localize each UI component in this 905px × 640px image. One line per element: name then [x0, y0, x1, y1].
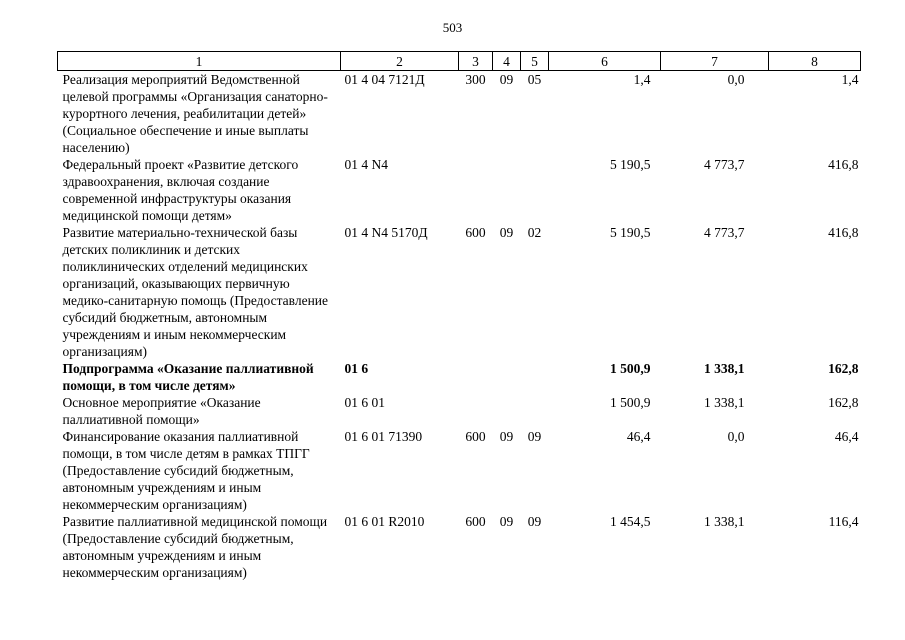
- cell-col3: 300: [465, 72, 486, 87]
- cell-col4: 09: [499, 72, 514, 87]
- table-row: [58, 71, 861, 157]
- cell-col7: 4 773,7: [704, 225, 745, 240]
- cell-col6: 5 190,5: [610, 157, 651, 172]
- cell-col8: 162,8: [828, 361, 859, 376]
- page-number: 503: [442, 20, 463, 35]
- cell-col4: [493, 360, 521, 394]
- header-cell-4: 4: [493, 52, 521, 71]
- cell-col5: [521, 360, 549, 394]
- cell-code: 01 6 01: [344, 395, 385, 410]
- cell-col3: [459, 360, 493, 394]
- header-cell-6: 6: [549, 52, 661, 71]
- cell-col4: [493, 156, 521, 224]
- cell-col5: [521, 156, 549, 224]
- cell-col8: 162,8: [828, 395, 859, 410]
- header-cell-2: 2: [341, 52, 459, 71]
- cell-col7: 1 338,1: [704, 361, 745, 376]
- header-cell-3: 3: [459, 52, 493, 71]
- cell-col4: 09: [499, 225, 514, 240]
- cell-col3: 600: [465, 514, 486, 529]
- cell-code: 01 6 01 71390: [344, 429, 423, 444]
- cell-col6: 1 500,9: [610, 361, 651, 376]
- cell-col5: [521, 394, 549, 428]
- cell-col7: 1 338,1: [704, 395, 745, 410]
- header-cell-5: 5: [521, 52, 549, 71]
- table-header-row: [58, 52, 861, 71]
- budget-table: [57, 51, 861, 581]
- cell-code: 01 4 N4 5170Д: [344, 225, 428, 240]
- cell-col6: 1 500,9: [610, 395, 651, 410]
- cell-col8: 1,4: [841, 72, 859, 87]
- cell-col5: 09: [527, 514, 542, 529]
- cell-col5: 09: [527, 429, 542, 444]
- cell-title: Подпрограмма «Оказание паллиативной помощи, в том числе детям»: [62, 361, 314, 393]
- cell-col6: 1 454,5: [610, 514, 651, 529]
- table-row-subprogram: [58, 360, 861, 394]
- cell-col8: 416,8: [828, 157, 859, 172]
- cell-col7: 1 338,1: [704, 514, 745, 529]
- cell-col7: 0,0: [727, 429, 745, 444]
- cell-col3: [459, 156, 493, 224]
- cell-title: Реализация мероприятий Ведомственной целевой программы «Организация санаторно-курортного лечения, реабилитации детей» (Социальное обеспечение и иные выплаты населению): [62, 72, 328, 155]
- cell-title: Финансирование оказания паллиативной помощи, в том числе детям в рамках ТПГГ (Предоставление субсидий бюджетным, автономным учреждениям и иным некоммерческим организациям): [62, 429, 310, 512]
- table-row: [58, 224, 861, 360]
- cell-code: 01 4 N4: [344, 157, 388, 172]
- cell-col6: 46,4: [626, 429, 651, 444]
- cell-col3: 600: [465, 225, 486, 240]
- cell-col7: 0,0: [727, 72, 745, 87]
- cell-code: 01 6 01 R2010: [344, 514, 425, 529]
- cell-col8: 116,4: [828, 514, 859, 529]
- cell-col7: 4 773,7: [704, 157, 745, 172]
- table-row: [58, 394, 861, 428]
- cell-col4: 09: [499, 514, 514, 529]
- cell-col8: 416,8: [828, 225, 859, 240]
- header-cell-8: 8: [769, 52, 861, 71]
- header-cell-7: 7: [661, 52, 769, 71]
- cell-col6: 1,4: [633, 72, 651, 87]
- cell-col3: 600: [465, 429, 486, 444]
- cell-col4: [493, 394, 521, 428]
- cell-code: 01 4 04 7121Д: [344, 72, 425, 87]
- cell-title: Развитие материально-технической базы детских поликлиник и детских поликлинических отделений медицинских организаций, оказывающих первичную медико-санитарную помощь (Предоставление субсидий бюджетным, автономным учреждениям и иным некоммерческим организациям): [62, 225, 329, 359]
- table-row: [58, 428, 861, 513]
- cell-col5: 02: [527, 225, 542, 240]
- cell-code: 01 6: [344, 361, 369, 376]
- cell-col3: [459, 394, 493, 428]
- header-cell-1: 1: [58, 52, 341, 71]
- cell-title: Основное мероприятие «Оказание паллиативной помощи»: [62, 395, 261, 427]
- cell-col6: 5 190,5: [610, 225, 651, 240]
- cell-col5: 05: [527, 72, 542, 87]
- table-row: [58, 156, 861, 224]
- table-row: [58, 513, 861, 581]
- cell-col8: 46,4: [834, 429, 859, 444]
- cell-title: Развитие паллиативной медицинской помощи (Предоставление субсидий бюджетным, автономным учреждениям и иным некоммерческим организациям): [62, 514, 328, 580]
- cell-title: Федеральный проект «Развитие детского здравоохранения, включая создание современной инфраструктуры оказания медицинской помощи детям»: [62, 157, 299, 223]
- cell-col4: 09: [499, 429, 514, 444]
